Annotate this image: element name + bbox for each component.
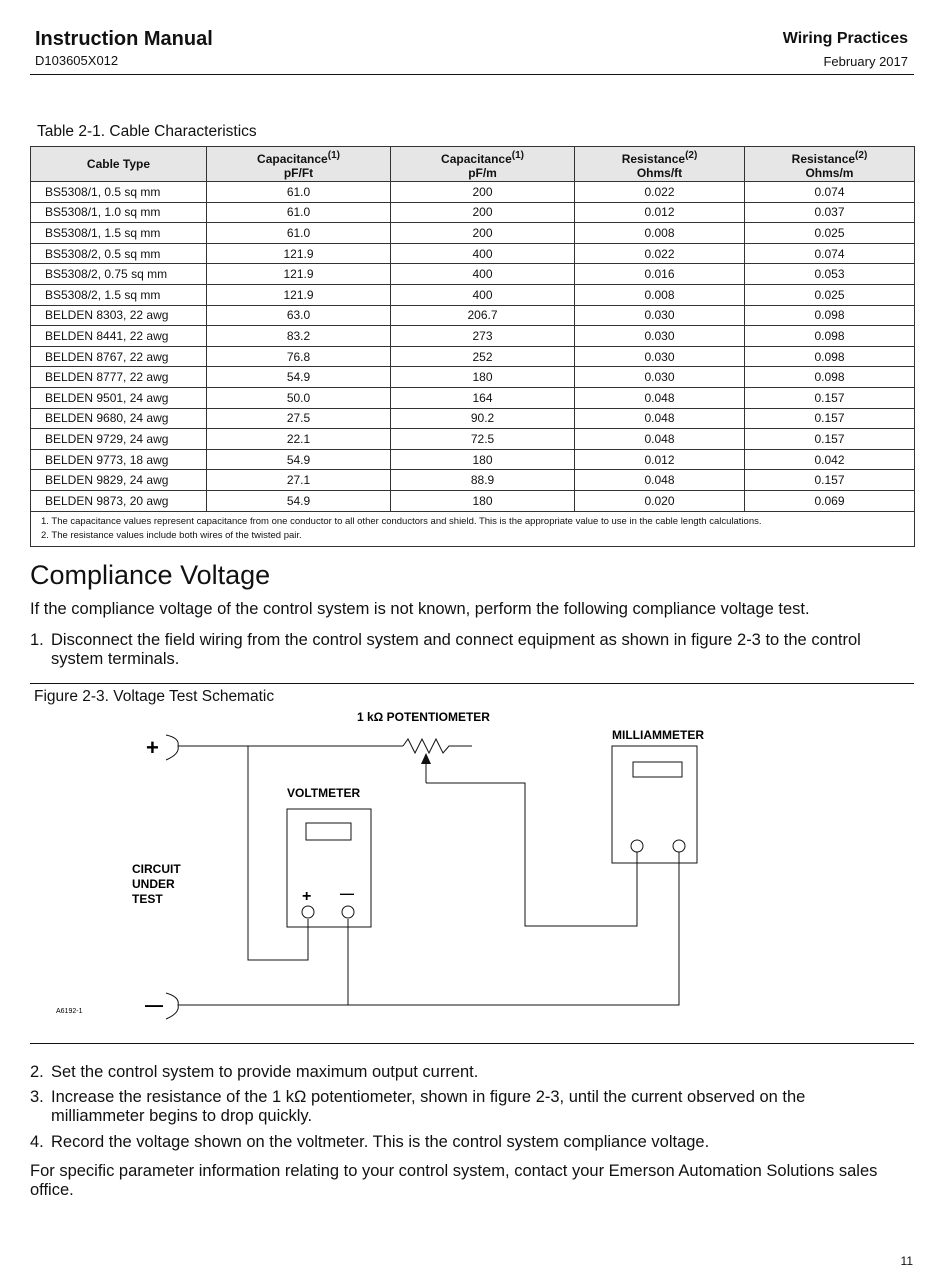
circuit-label: UNDER — [132, 877, 175, 891]
circuit-label: TEST — [132, 892, 163, 906]
potentiometer-wiper-arrow — [421, 753, 431, 764]
table-cell: 200 — [391, 223, 575, 244]
positive-symbol: + — [146, 735, 159, 760]
table-row — [31, 429, 915, 450]
voltmeter-minus-jack — [342, 906, 354, 918]
table-notes — [31, 511, 915, 546]
voltmeter-plus-symbol: + — [302, 888, 312, 905]
voltmeter-display — [306, 823, 351, 840]
table-cell: 72.5 — [391, 429, 575, 450]
table-cell: 273 — [391, 326, 575, 347]
cable-type-cell: BS5308/2, 1.5 sq mm — [31, 284, 207, 305]
table-cell: 0.037 — [744, 202, 914, 223]
table-cell: 0.022 — [575, 243, 745, 264]
table-cell: 54.9 — [207, 449, 391, 470]
table-cell: 0.157 — [744, 387, 914, 408]
table-cell: 180 — [391, 449, 575, 470]
table-cell: 61.0 — [207, 182, 391, 203]
table-cell: 0.025 — [744, 284, 914, 305]
table-cell: 121.9 — [207, 264, 391, 285]
table-cell: 180 — [391, 367, 575, 388]
page-number: 11 — [900, 1254, 913, 1268]
table-row — [31, 202, 915, 223]
table-cell: 90.2 — [391, 408, 575, 429]
table-cell: 0.008 — [575, 284, 745, 305]
table-row — [31, 387, 915, 408]
table-row — [31, 243, 915, 264]
table-cell: 0.157 — [744, 429, 914, 450]
step-item — [30, 1088, 920, 1128]
table-cell: 200 — [391, 202, 575, 223]
voltmeter-label: VOLTMETER — [287, 786, 361, 800]
table-row — [31, 490, 915, 511]
step-number: 4. — [30, 1133, 44, 1151]
column-header: Capacitance$^{(1)}$ pF/Ft — [207, 147, 391, 182]
figure-top-rule — [30, 683, 914, 684]
table-cell: 0.030 — [575, 346, 745, 367]
table-row — [31, 264, 915, 285]
circuit-label: CIRCUIT — [132, 862, 181, 876]
table-cell: 0.048 — [575, 429, 745, 450]
table-cell: 400 — [391, 284, 575, 305]
table-cell: 0.048 — [575, 408, 745, 429]
table-cell: 180 — [391, 490, 575, 511]
table-row — [31, 326, 915, 347]
table-cell: 164 — [391, 387, 575, 408]
table-cell: 0.069 — [744, 490, 914, 511]
table-cell: 121.9 — [207, 243, 391, 264]
table-cell: 400 — [391, 243, 575, 264]
table-cell: 0.042 — [744, 449, 914, 470]
table-cell: 50.0 — [207, 387, 391, 408]
step-text: Increase the resistance of the 1 kΩ potentiometer, shown in figure 2-3, until the current observed on the milliammeter begins to drop quickly. — [51, 1088, 806, 1125]
table-row — [31, 305, 915, 326]
cable-type-cell: BS5308/1, 1.5 sq mm — [31, 223, 207, 244]
cable-type-cell: BELDEN 9829, 24 awg — [31, 470, 207, 491]
step-text: Disconnect the field wiring from the control system and connect equipment as shown in figure 2-3 to the control system terminals. — [51, 631, 861, 668]
cable-type-cell: BELDEN 9773, 18 awg — [31, 449, 207, 470]
potentiometer-label: 1 kΩ POTENTIOMETER — [357, 710, 490, 724]
cable-type-cell: BELDEN 9680, 24 awg — [31, 408, 207, 429]
step-item — [30, 631, 920, 671]
column-header: Cable Type — [31, 147, 207, 182]
table-row — [31, 408, 915, 429]
table-cell: 0.074 — [744, 182, 914, 203]
table-cell: 0.012 — [575, 449, 745, 470]
table-note: 1. The capacitance values represent capacitance from one conductor to all other conductors and shield. This is the appropriate value to use in the cable length calculations. — [41, 515, 762, 527]
table-cell: 0.157 — [744, 408, 914, 429]
step-text: Record the voltage shown on the voltmeter. This is the control system compliance voltage. — [51, 1133, 710, 1151]
column-header: Resistance$^{(2)}$ Ohms/ft — [575, 147, 745, 182]
publication-date: February 2017 — [823, 54, 908, 69]
cable-type-cell: BELDEN 8767, 22 awg — [31, 346, 207, 367]
section-heading: Compliance Voltage — [30, 560, 271, 590]
step-number: 1. — [30, 631, 44, 649]
voltage-test-schematic — [0, 700, 950, 1040]
intro-paragraph: If the compliance voltage of the control system is not known, perform the following compliance voltage test. — [30, 600, 810, 618]
milliammeter-jack — [673, 840, 685, 852]
table-row — [31, 367, 915, 388]
table-cell: 0.020 — [575, 490, 745, 511]
cable-type-cell: BELDEN 9729, 24 awg — [31, 429, 207, 450]
table-caption: Table 2-1. Cable Characteristics — [37, 123, 257, 140]
table-notes-row — [31, 511, 915, 546]
figure-caption: Figure 2-3. Voltage Test Schematic — [34, 688, 275, 705]
table-cell: 0.157 — [744, 470, 914, 491]
potentiometer-resistor — [403, 739, 472, 753]
table-cell: 0.098 — [744, 346, 914, 367]
table-cell: 88.9 — [391, 470, 575, 491]
table-row — [31, 284, 915, 305]
positive-terminal — [166, 735, 178, 760]
table-cell: 54.9 — [207, 367, 391, 388]
table-cell: 0.016 — [575, 264, 745, 285]
table-cell: 0.030 — [575, 326, 745, 347]
step-item — [30, 1063, 920, 1083]
figure-id: A6192-1 — [56, 1008, 83, 1015]
table-cell: 0.074 — [744, 243, 914, 264]
voltmeter-box — [287, 809, 371, 927]
table-cell: 206.7 — [391, 305, 575, 326]
cable-type-cell: BS5308/1, 1.0 sq mm — [31, 202, 207, 223]
step-item — [30, 1133, 920, 1153]
table-cell: 63.0 — [207, 305, 391, 326]
milliammeter-box — [612, 746, 697, 863]
document-number: D103605X012 — [35, 53, 119, 68]
table-cell: 0.098 — [744, 305, 914, 326]
table-cell: 0.098 — [744, 367, 914, 388]
table-cell: 0.053 — [744, 264, 914, 285]
table-cell: 252 — [391, 346, 575, 367]
step-number: 2. — [30, 1063, 44, 1081]
cable-characteristics-table — [30, 146, 915, 547]
table-cell: 200 — [391, 182, 575, 203]
table-row — [31, 223, 915, 244]
negative-symbol: — — [145, 995, 163, 1015]
table-cell: 54.9 — [207, 490, 391, 511]
cable-type-cell: BELDEN 8303, 22 awg — [31, 305, 207, 326]
table-cell: 83.2 — [207, 326, 391, 347]
table-cell: 27.5 — [207, 408, 391, 429]
cable-type-cell: BELDEN 8441, 22 awg — [31, 326, 207, 347]
table-cell: 121.9 — [207, 284, 391, 305]
table-body — [31, 182, 915, 512]
table-cell: 0.008 — [575, 223, 745, 244]
voltmeter-minus-symbol: — — [340, 885, 354, 901]
table-cell: 0.030 — [575, 305, 745, 326]
table-row — [31, 346, 915, 367]
table-cell: 61.0 — [207, 202, 391, 223]
table-row — [31, 182, 915, 203]
table-row — [31, 470, 915, 491]
cable-type-cell: BS5308/2, 0.5 sq mm — [31, 243, 207, 264]
negative-terminal — [166, 993, 178, 1019]
table-header-row — [31, 147, 915, 182]
table-cell: 400 — [391, 264, 575, 285]
column-header: Capacitance$^{(1)}$ pF/m — [391, 147, 575, 182]
table-cell: 0.025 — [744, 223, 914, 244]
header-divider — [30, 74, 914, 75]
table-cell: 27.1 — [207, 470, 391, 491]
closing-paragraph: For specific parameter information relating to your control system, contact your Emerson Automation Solutions sales office. — [30, 1162, 878, 1199]
table-cell: 0.022 — [575, 182, 745, 203]
step-number: 3. — [30, 1088, 44, 1106]
milliammeter-label: MILLIAMMETER — [612, 728, 704, 742]
cable-type-cell: BS5308/1, 0.5 sq mm — [31, 182, 207, 203]
table-cell: 22.1 — [207, 429, 391, 450]
table-cell: 0.012 — [575, 202, 745, 223]
table-cell: 0.048 — [575, 387, 745, 408]
column-header: Resistance$^{(2)}$ Ohms/m — [744, 147, 914, 182]
table-cell: 76.8 — [207, 346, 391, 367]
table-cell: 0.048 — [575, 470, 745, 491]
table-cell: 0.030 — [575, 367, 745, 388]
table-note: 2. The resistance values include both wires of the twisted pair. — [41, 529, 302, 541]
table-row — [31, 449, 915, 470]
cable-type-cell: BELDEN 8777, 22 awg — [31, 367, 207, 388]
step-text: Set the control system to provide maximum output current. — [51, 1063, 479, 1081]
manual-title: Instruction Manual — [35, 28, 213, 50]
cable-type-cell: BS5308/2, 0.75 sq mm — [31, 264, 207, 285]
figure-bottom-rule — [30, 1043, 914, 1044]
milliammeter-jack — [631, 840, 643, 852]
cable-type-cell: BELDEN 9501, 24 awg — [31, 387, 207, 408]
cable-type-cell: BELDEN 9873, 20 awg — [31, 490, 207, 511]
table-cell: 61.0 — [207, 223, 391, 244]
section-title: Wiring Practices — [782, 30, 908, 47]
milliammeter-display — [633, 762, 682, 777]
voltmeter-plus-jack — [302, 906, 314, 918]
table-cell: 0.098 — [744, 326, 914, 347]
